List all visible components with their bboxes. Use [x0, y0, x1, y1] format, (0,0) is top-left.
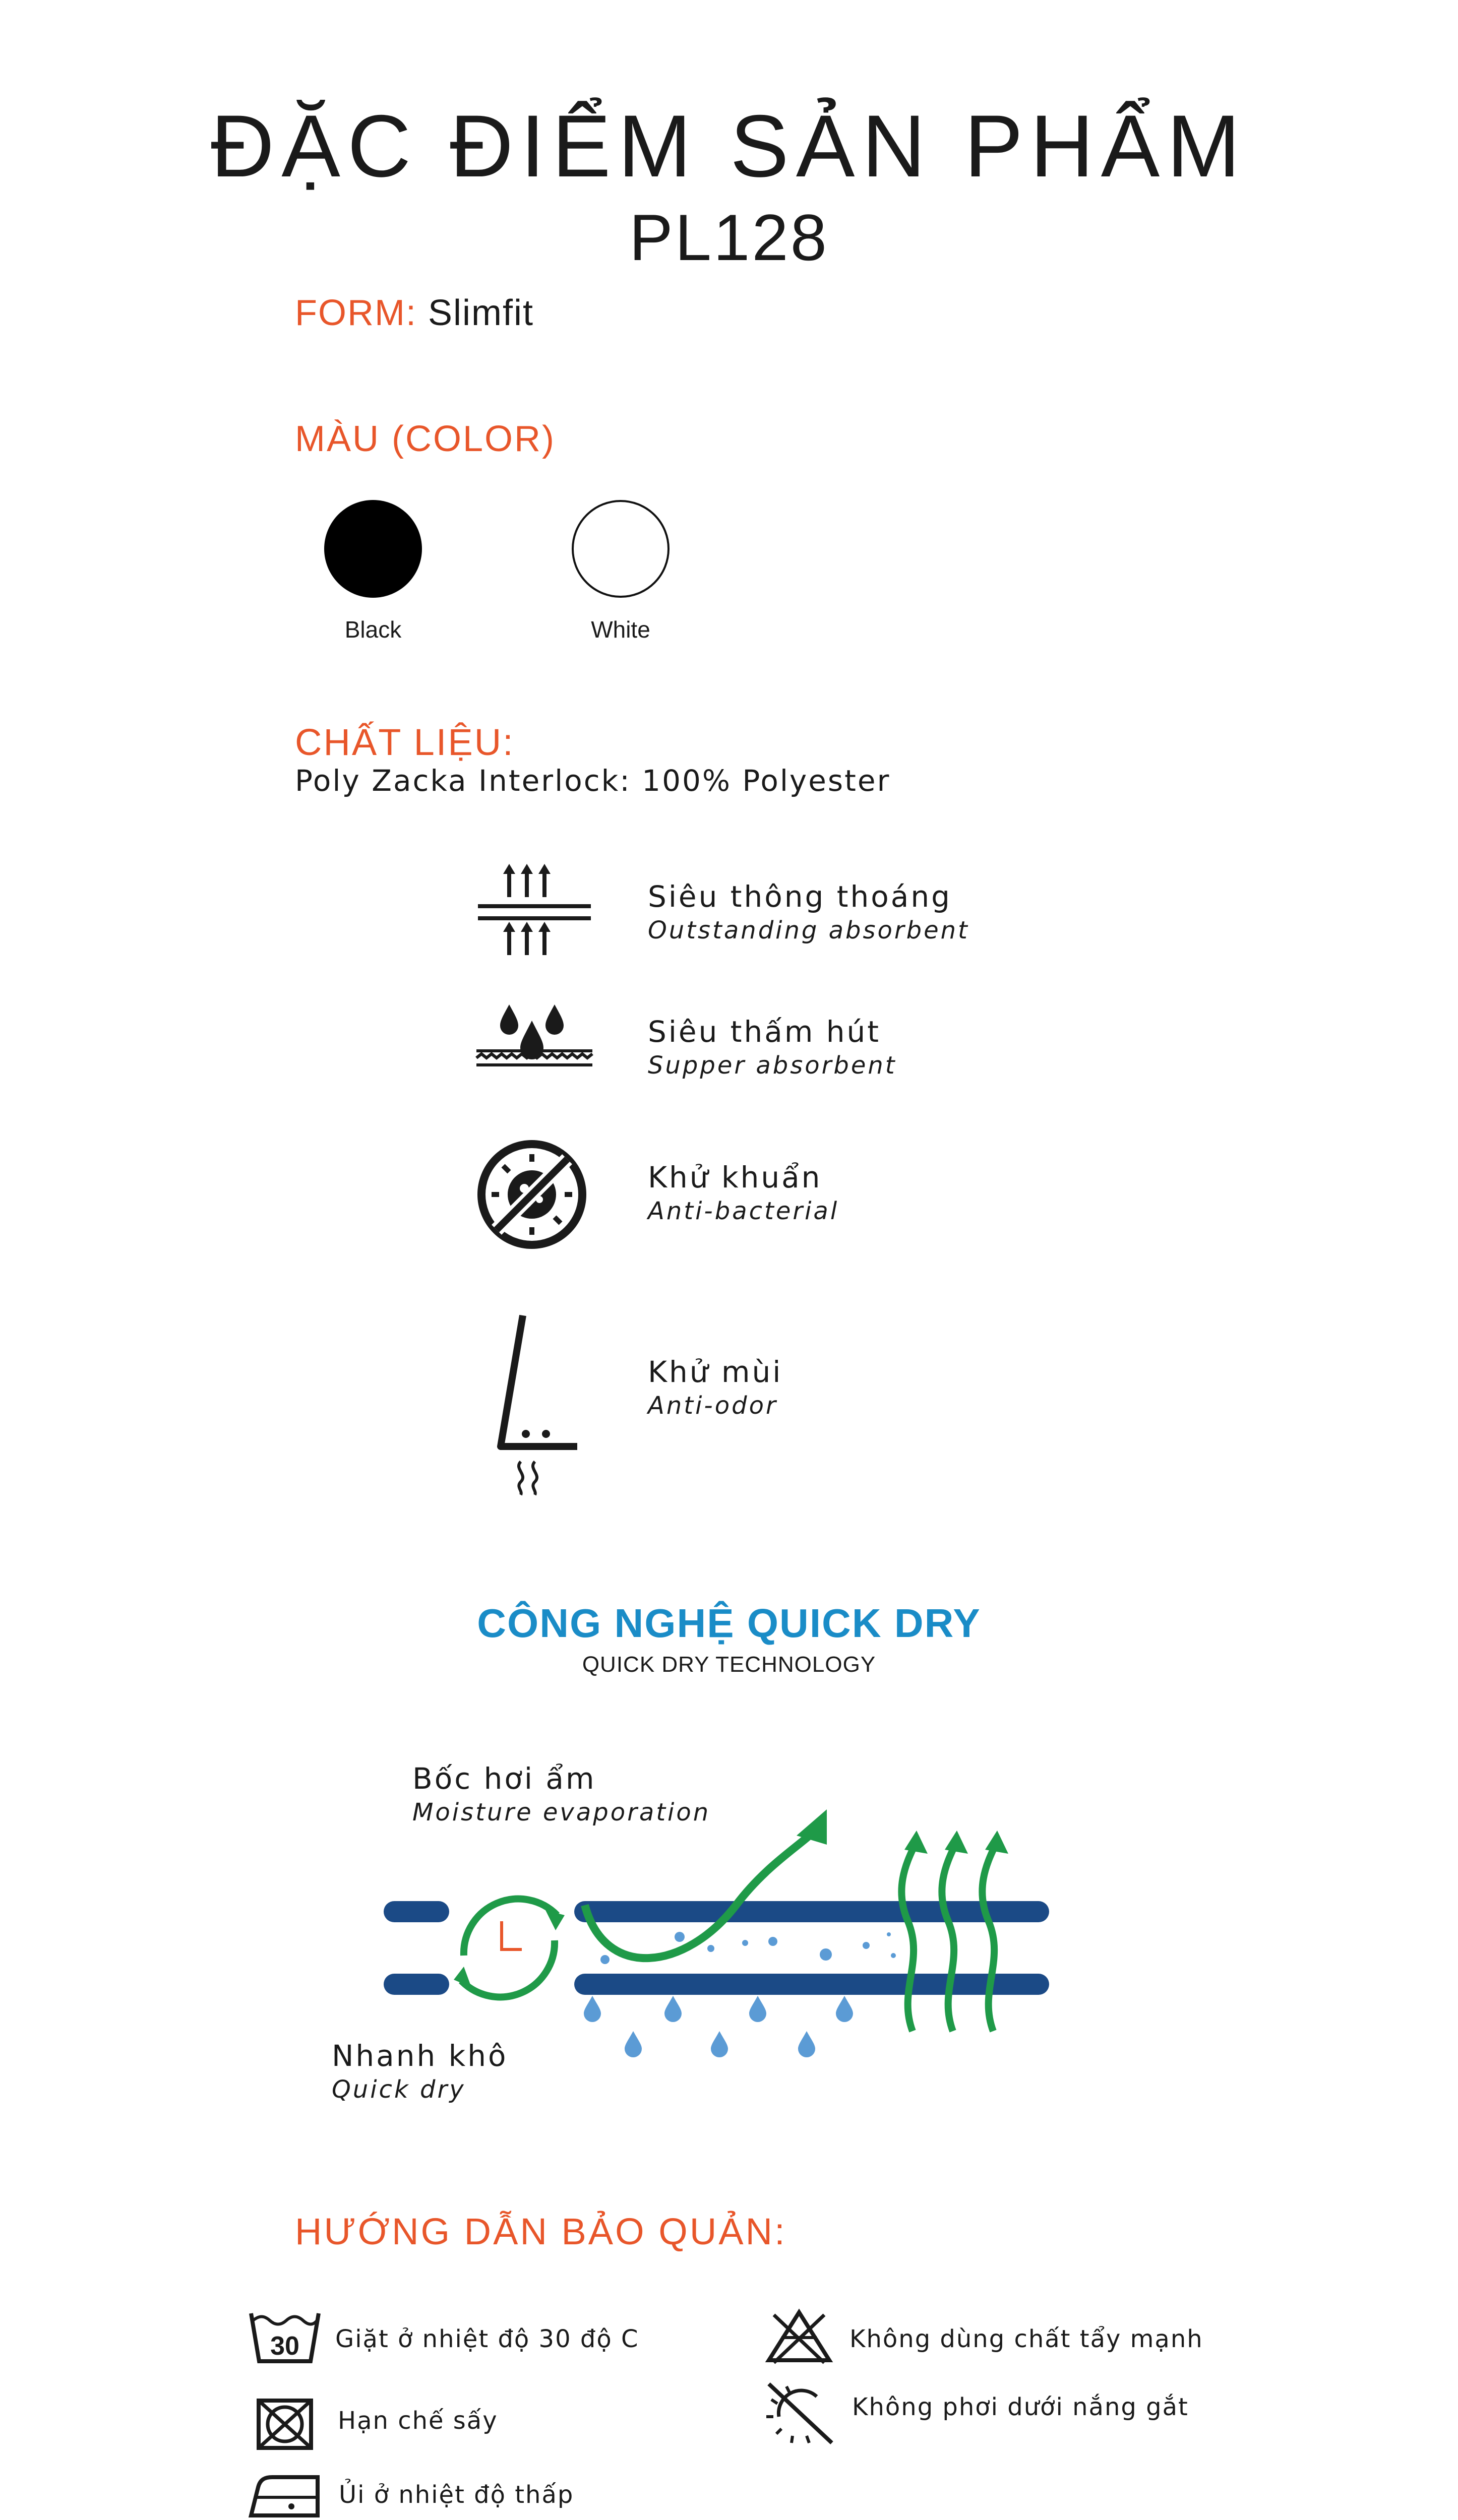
wash-temperature-badge: 30: [270, 2332, 299, 2361]
feature-subtitle: Supper absorbent: [648, 1051, 897, 1080]
feature-title: Siêu thấm hút: [648, 1015, 881, 1049]
no-sun-icon: [761, 2381, 839, 2447]
quick-dry-title: CÔNG NGHỆ QUICK DRY: [477, 1601, 981, 1646]
care-item-no-bleach: Không dùng chất tẩy mạnh: [849, 2325, 1203, 2353]
quick-dry-label: [332, 2039, 508, 2105]
feature-absorbent: [648, 1015, 897, 1081]
form-value: Slimfit: [428, 293, 534, 333]
care-item-no-sun: Không phơi dưới nắng gắt: [852, 2393, 1189, 2421]
feature-subtitle: Anti-bacterial: [648, 1196, 839, 1225]
evaporation-title: Bốc hơi ẩm: [412, 1761, 596, 1796]
color-label-black: Black: [344, 616, 402, 643]
feature-subtitle: Outstanding absorbent: [648, 916, 969, 944]
feature-title: Khử khuẩn: [648, 1160, 822, 1194]
wash-30-icon: [247, 2308, 323, 2366]
feature-breathable: [648, 879, 969, 946]
anti-odor-icon: [492, 1310, 592, 1502]
care-heading: HƯỚNG DẪN BẢO QUẢN:: [295, 2211, 787, 2252]
color-label-white: White: [591, 616, 650, 643]
product-code: PL128: [629, 201, 829, 274]
care-item-no-dry: Hạn chế sấy: [338, 2407, 498, 2435]
color-swatch-white[interactable]: [572, 500, 670, 598]
color-swatch-black[interactable]: [324, 500, 422, 598]
care-item-wash: Giặt ở nhiệt độ 30 độ C: [335, 2325, 639, 2353]
care-item-iron: Ủi ở nhiệt độ thấp: [339, 2481, 574, 2509]
quick-dry-label-subtitle: Quick dry: [332, 2075, 466, 2104]
feature-anti-bacterial: [648, 1160, 839, 1227]
form-row: [295, 292, 534, 334]
no-bleach-icon: [764, 2307, 834, 2365]
material-value: Poly Zacka Interlock: 100% Polyester: [295, 764, 891, 798]
quick-dry-diagram: [383, 1789, 1054, 2071]
breathable-icon: [474, 862, 595, 963]
feature-subtitle: Anti-odor: [648, 1391, 778, 1420]
feature-title: Khử mùi: [648, 1355, 783, 1389]
no-tumble-dry-icon: [255, 2397, 315, 2452]
evaporation-subtitle: Moisture evaporation: [412, 1798, 711, 1826]
page-title: ĐẶC ĐIỂM SẢN PHẨM: [210, 97, 1248, 196]
feature-anti-odor: [648, 1355, 782, 1421]
feature-title: Siêu thông thoáng: [648, 879, 952, 914]
color-heading: MÀU (COLOR): [295, 419, 556, 459]
form-label: FORM:: [295, 293, 417, 333]
quick-dry-subtitle: QUICK DRY TECHNOLOGY: [582, 1652, 876, 1677]
iron-low-icon: [247, 2472, 325, 2520]
material-heading: CHẤT LIỆU:: [295, 721, 515, 763]
quick-dry-label-title: Nhanh khô: [332, 2039, 508, 2073]
absorbent-icon: [474, 1000, 595, 1076]
anti-bacterial-icon: [474, 1137, 590, 1252]
